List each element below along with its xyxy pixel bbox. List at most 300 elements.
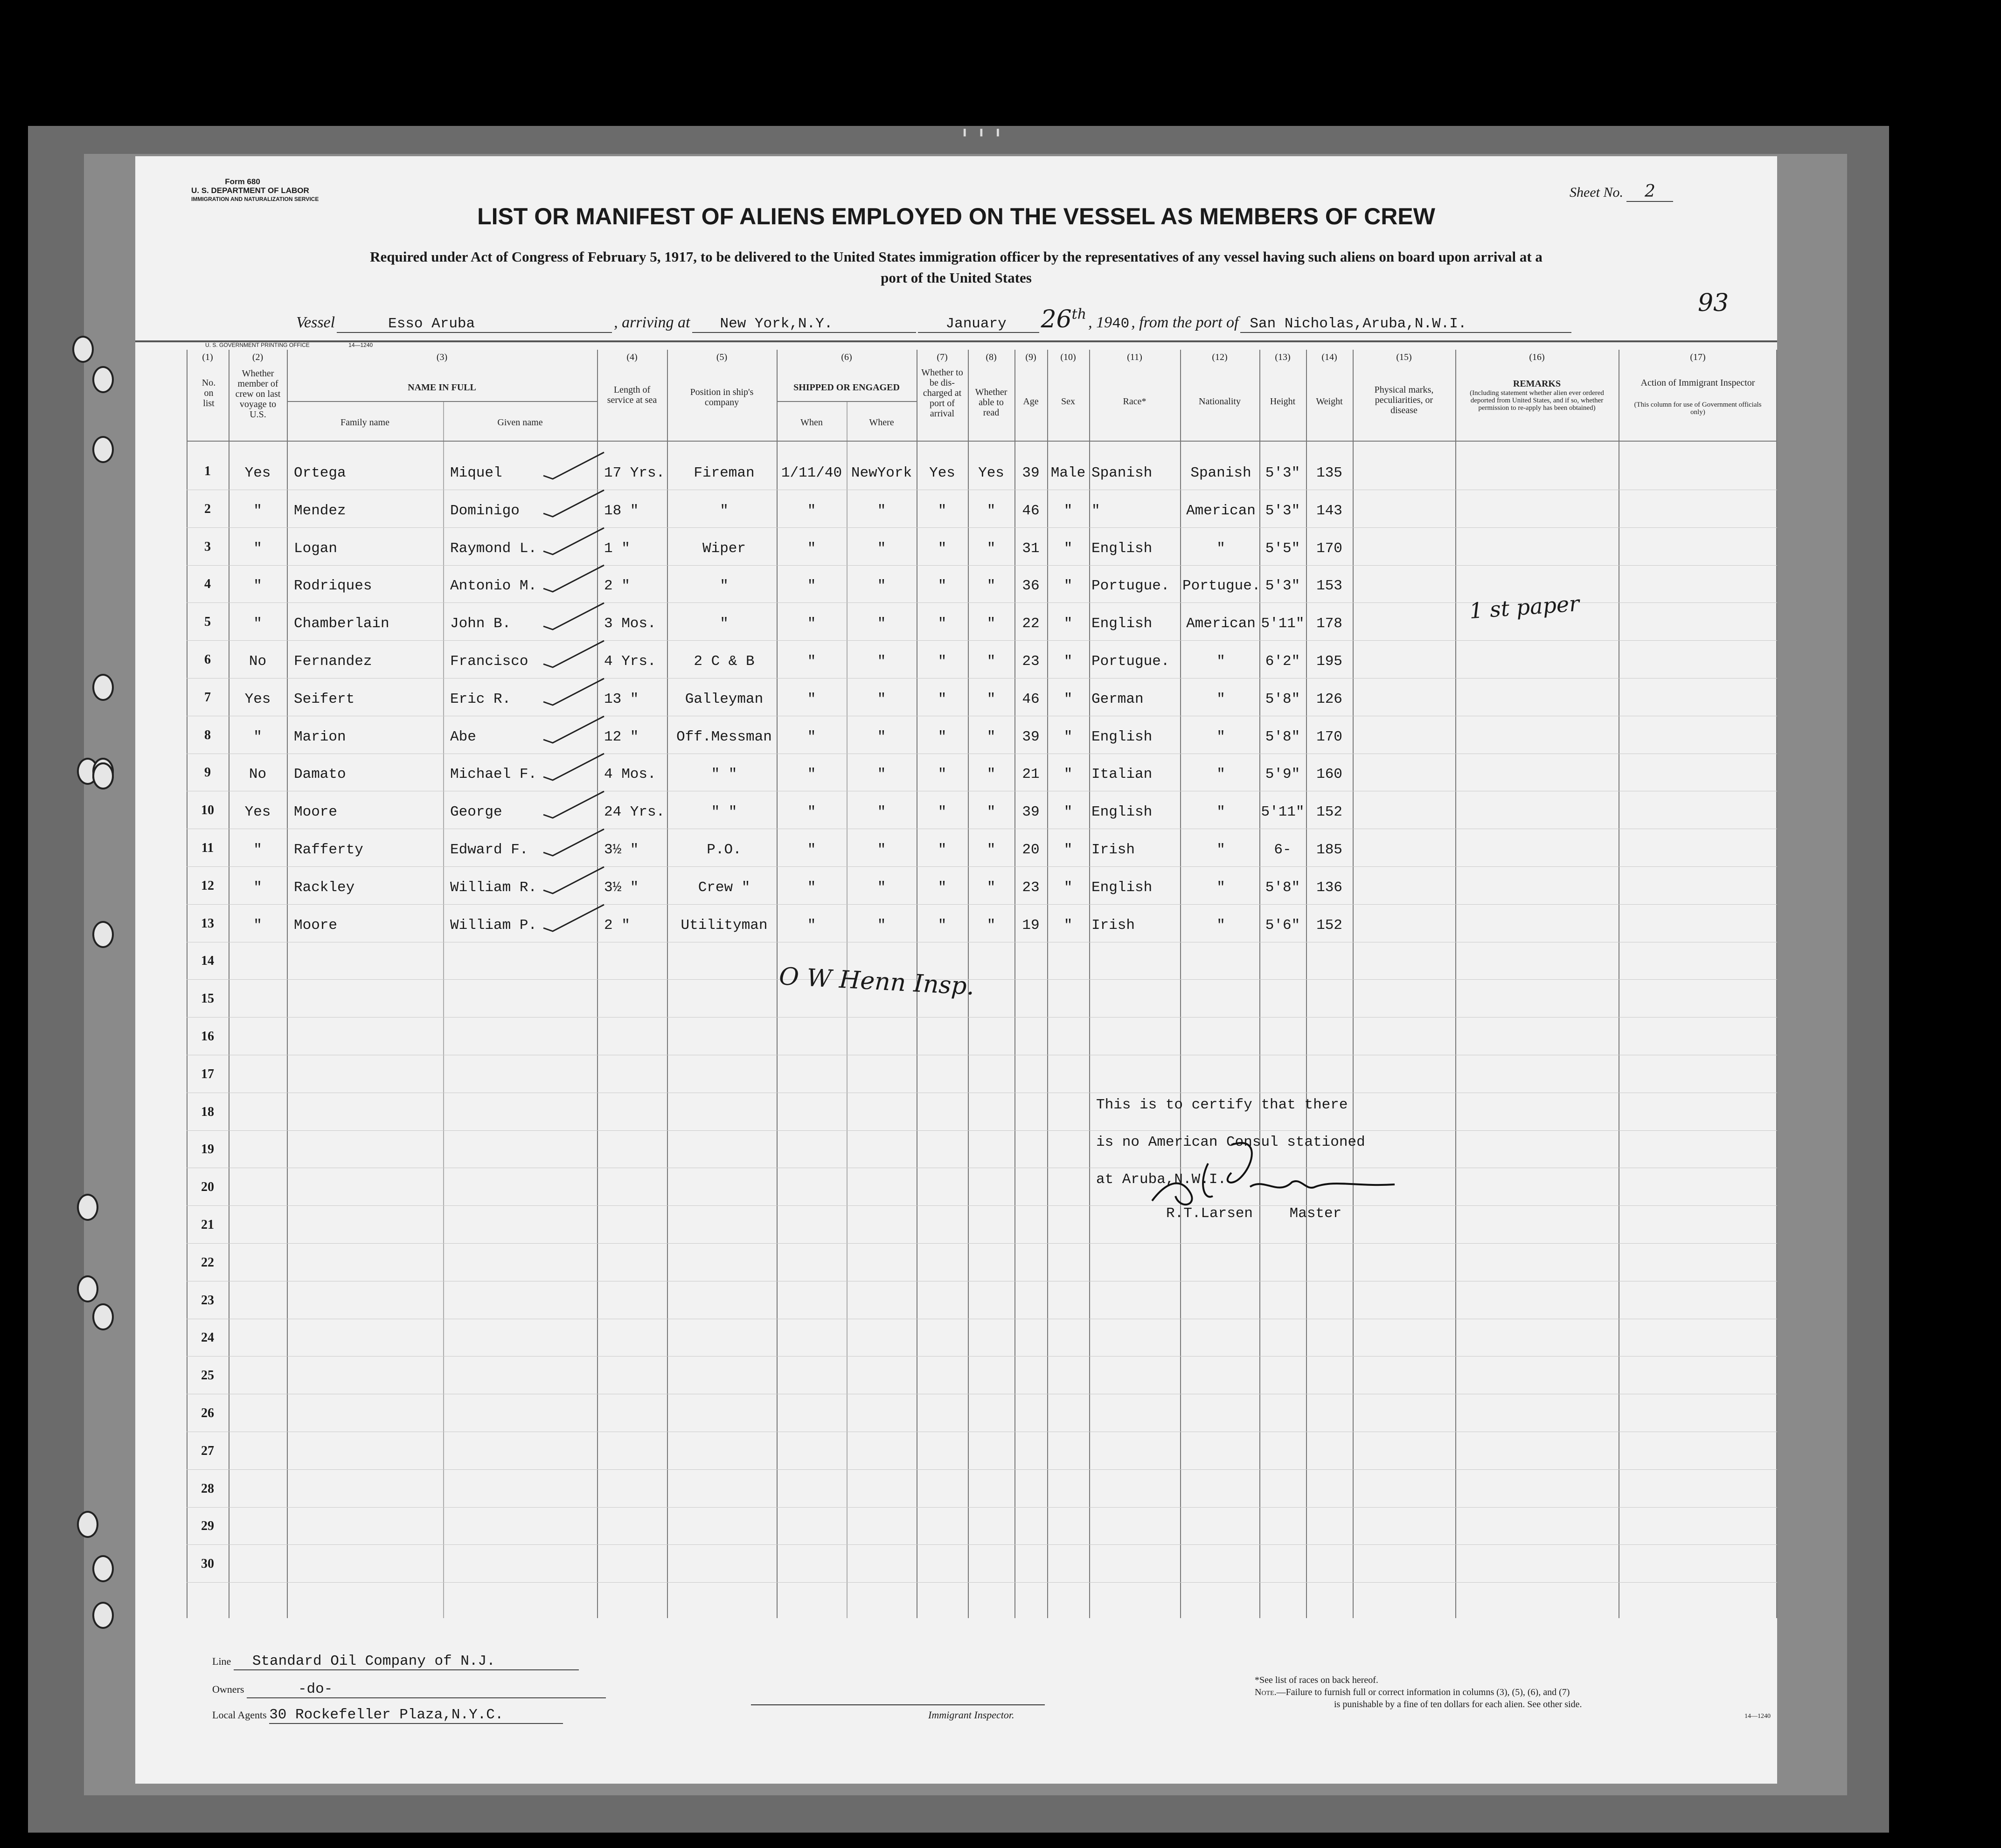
cell-read: " [987,766,996,783]
cell-nat: Spanish [1190,465,1251,481]
cell-given: John B. [450,616,511,632]
row-number: 4 [204,577,211,592]
check-mark-icon [541,789,606,822]
cell-nat: " [1216,804,1225,821]
col-header-where: Where [869,417,894,428]
agents-label: Local Agents [212,1709,267,1721]
remarks-handwritten: 1 st paper [1468,590,1580,624]
cell-when: " [807,766,816,783]
certification-line2: is no American Consul stationed [1096,1134,1365,1150]
col-number: (10) [1060,352,1076,362]
cell-given: William P. [450,917,537,934]
cell-family: Rafferty [294,842,363,858]
row-rule [187,1130,1777,1131]
punch-hole [92,1303,114,1330]
col-number: (7) [937,352,948,362]
cell-sex: " [1063,879,1073,896]
check-mark-icon [541,827,606,859]
cell-when: " [807,842,816,858]
row-rule [187,1356,1777,1357]
cell-where: " [877,616,886,632]
col-header-remarks-note: (Including statement whether alien ever ordered deported from United States, and if so, whether permission to re-apply has been obtained) [1470,389,1604,412]
cell-disch: " [938,502,947,519]
row-rule [187,1243,1777,1244]
cell-disch: " [938,540,947,557]
cell-last: " [253,616,262,632]
cell-last: " [253,917,262,934]
cell-nat: " [1216,653,1225,670]
cell-sex: " [1063,616,1073,632]
cell-weight: 136 [1316,879,1342,896]
col-number: (6) [841,352,852,362]
check-mark-icon [541,526,606,558]
cell-read: " [987,804,996,821]
cell-last: " [253,728,262,745]
cell-given: Miquel [450,465,502,481]
cell-age: 46 [1022,502,1040,519]
cell-position: Off.Messman [676,728,772,745]
row-number: 12 [201,878,214,893]
col-number: (5) [716,352,728,362]
cell-sex: " [1063,691,1073,707]
cell-height: 5'3" [1265,578,1300,595]
col-header-no: No. on list [201,378,216,408]
row-rule [187,527,1777,528]
cell-height: 5'6" [1265,917,1300,934]
cell-where: " [877,917,886,934]
cell-when: " [807,616,816,632]
cell-nat: " [1216,766,1225,783]
cell-service: 17 Yrs. [604,465,665,481]
cell-weight: 135 [1316,465,1342,481]
col-header-height: Height [1270,396,1296,407]
punch-hole [92,1555,114,1582]
cell-disch: " [938,653,947,670]
year-prefix: , 19 [1088,314,1112,331]
col-number: (4) [626,352,638,362]
cell-nat: Portugue. [1182,578,1261,595]
cell-weight: 160 [1316,766,1342,783]
cell-last: " [253,540,262,557]
cell-disch: " [938,842,947,858]
cell-weight: 152 [1316,917,1342,934]
cell-given: Eric R. [450,691,511,707]
check-mark-icon [541,714,606,747]
cell-read: " [987,879,996,896]
cell-height: 5'11" [1261,616,1305,632]
cell-given: William R. [450,879,537,896]
col-number: (3) [436,352,448,362]
cell-read: " [987,578,996,595]
check-mark-icon [541,865,606,897]
cell-age: 39 [1022,465,1040,481]
row-number: 9 [204,765,211,780]
cell-nat: American [1186,616,1256,632]
cell-service: 3½ " [604,842,639,858]
cell-service: 3½ " [604,879,639,896]
col-number: (8) [986,352,997,362]
cell-position: " [720,502,729,519]
cell-height: 5'8" [1265,728,1300,745]
cell-disch: " [938,804,947,821]
cell-where: " [877,842,886,858]
certification-line3: at Aruba,N.W.I. [1096,1171,1227,1188]
cell-sex: " [1063,804,1073,821]
cell-given: George [450,804,502,821]
row-number: 27 [201,1443,214,1458]
cell-where: " [877,653,886,670]
printing-office-name: U. S. GOVERNMENT PRINTING OFFICE [205,342,310,348]
arriving-label: , arriving at [614,314,690,331]
punch-hole [92,674,114,701]
cell-height: 5'5" [1265,540,1300,557]
col-number: (9) [1025,352,1036,362]
table-body [187,350,1777,1618]
cell-when: " [807,728,816,745]
cell-service: 24 Yrs. [604,804,665,821]
service-name: IMMIGRATION AND NATURALIZATION SERVICE [191,196,319,202]
cell-age: 19 [1022,917,1040,934]
punch-hole [72,336,94,363]
cell-family: Rodriques [294,578,372,595]
cell-weight: 170 [1316,728,1342,745]
manifest-sheet [135,156,1777,1784]
cell-height: 5'9" [1265,766,1300,783]
vessel-name: Esso Aruba [337,316,612,333]
check-mark-icon [541,902,606,935]
col-number: (12) [1212,352,1228,362]
cell-nat: " [1216,842,1225,858]
row-rule [187,1544,1777,1545]
row-number: 3 [204,539,211,554]
cell-given: Antonio M. [450,578,537,595]
cell-race: Portugue. [1091,653,1170,670]
cell-height: 5'8" [1265,691,1300,707]
subtitle-line2: port of the United States [881,270,1032,286]
row-number: 14 [201,954,214,969]
sheet-number [1570,182,1673,202]
vessel-line [296,305,1571,333]
cell-when: " [807,691,816,707]
col-number: (16) [1529,352,1545,362]
cell-when: " [807,917,816,934]
note-text1: —Failure to furnish full or correct information in columns (3), (5), (6), and (7) [1276,1687,1570,1697]
row-number: 28 [201,1481,214,1496]
owners-value: -do- [247,1681,606,1698]
row-number: 18 [201,1104,214,1119]
cell-service: 2 " [604,578,630,595]
row-number: 23 [201,1293,214,1308]
cell-weight: 195 [1316,653,1342,670]
cell-family: Seifert [294,691,355,707]
row-number: 17 [201,1066,214,1081]
cell-when: " [807,502,816,519]
cell-disch: Yes [929,465,955,481]
cell-position: Galleyman [685,691,764,707]
cell-given: Francisco [450,653,528,670]
col-number: (2) [252,352,264,362]
cell-race: Italian [1091,766,1153,783]
col-header-nationality: Nationality [1199,396,1241,407]
check-mark-icon [541,563,606,595]
cell-age: 46 [1022,691,1040,707]
col-header-remarks: REMARKS [1513,379,1561,389]
punch-hole [77,1511,98,1538]
row-number: 5 [204,615,211,630]
cell-last: Yes [244,465,271,481]
top-mark: ' ' ' [961,124,1002,156]
cell-read: " [987,842,996,858]
cell-given: Edward F. [450,842,528,858]
note-text2: is punishable by a fine of ten dollars for each alien. See other side. [1334,1699,1582,1710]
cell-family: Ortega [294,465,346,481]
row-rule [187,1469,1777,1470]
cell-where: NewYork [851,465,912,481]
cell-last: " [253,879,262,896]
corner-number: 93 [1698,289,1729,317]
line-value: Standard Oil Company of N.J. [234,1653,579,1670]
note-label: Note. [1255,1687,1277,1697]
cell-height: 5'3" [1265,502,1300,519]
row-rule [187,1205,1777,1206]
col-header-age: Age [1023,396,1039,407]
cell-weight: 185 [1316,842,1342,858]
footer-line [212,1653,579,1670]
punch-hole [92,1602,114,1629]
cell-nat: " [1216,728,1225,745]
cell-nat: American [1186,502,1256,519]
cell-read: " [987,502,996,519]
cell-when: " [807,540,816,557]
cell-weight: 170 [1316,540,1342,557]
cell-nat: " [1216,917,1225,934]
cell-last: " [253,578,262,595]
check-mark-icon [541,601,606,633]
cell-race: English [1091,616,1153,632]
cell-age: 36 [1022,578,1040,595]
cell-age: 31 [1022,540,1040,557]
cell-weight: 153 [1316,578,1342,595]
cell-race: English [1091,804,1153,821]
cell-nat: " [1216,879,1225,896]
from-port: San Nicholas,Aruba,N.W.I. [1240,316,1571,333]
cell-given: Raymond L. [450,540,537,557]
cell-age: 39 [1022,728,1040,745]
col-header-position: Position in ship's company [690,387,754,408]
cell-race: English [1091,540,1153,557]
cell-age: 21 [1022,766,1040,783]
cell-where: " [877,804,886,821]
cell-race: German [1091,691,1144,707]
cell-disch: " [938,917,947,934]
cell-weight: 152 [1316,804,1342,821]
punch-hole [92,762,114,789]
row-number: 15 [201,991,214,1006]
row-rule [187,1507,1777,1508]
line-label: Line [212,1655,231,1667]
subtitle-line1: Required under Act of Congress of February 5, 1917, to be delivered to the United States immigration officer by the representatives of any vessel having such aliens on board upon arrival at a [370,249,1542,265]
punch-hole [77,1194,98,1221]
cell-sex: " [1063,502,1073,519]
row-number: 21 [201,1218,214,1232]
cell-disch: " [938,766,947,783]
cell-disch: " [938,728,947,745]
cell-service: 3 Mos. [604,616,656,632]
vessel-label: Vessel [296,314,335,331]
cell-read: " [987,616,996,632]
cell-disch: " [938,691,947,707]
cell-read: " [987,691,996,707]
cell-race: English [1091,728,1153,745]
signer-name: R.T.Larsen [1166,1205,1253,1222]
row-rule [187,640,1777,641]
col-header-race: Race* [1123,396,1146,407]
col-number: (15) [1396,352,1412,362]
cell-family: Rackley [294,879,355,896]
col-number: (13) [1275,352,1291,362]
col-header-physical: Physical marks, peculiarities, or disease [1374,385,1434,415]
col-header-given: Given name [497,417,543,428]
inspector-label: Immigrant Inspector. [928,1709,1014,1721]
col-header-action: Action of Immigrant Inspector [1640,378,1755,388]
cell-family: Moore [294,917,338,934]
cell-sex: " [1063,917,1073,934]
cell-last: No [249,653,267,670]
cell-given: Abe [450,728,476,745]
cell-position: " [720,616,729,632]
printing-office-code: 14—1240 [348,342,373,348]
from-label: , from the port of [1131,314,1239,331]
cell-read: " [987,728,996,745]
col-header-name: NAME IN FULL [408,382,476,393]
check-mark-icon [541,676,606,709]
cell-last: Yes [244,691,271,707]
col-header-discharged: Whether to be dis- charged at port of arrival [921,367,963,419]
certification-line1: This is to certify that there [1096,1097,1348,1113]
row-number: 16 [201,1029,214,1044]
col-header-weight: Weight [1316,396,1343,407]
row-rule [187,1582,1777,1583]
row-number: 24 [201,1330,214,1345]
inspector-signature: O W Henn Insp. [778,962,975,1001]
row-rule [187,866,1777,867]
cell-age: 22 [1022,616,1040,632]
cell-height: 6- [1274,842,1292,858]
cell-read: " [987,917,996,934]
row-number: 13 [201,916,214,931]
cell-where: " [877,728,886,745]
check-mark-icon [541,638,606,671]
cell-sex: " [1063,766,1073,783]
cell-family: Fernandez [294,653,372,670]
row-number: 20 [201,1180,214,1195]
cell-height: 5'3" [1265,465,1300,481]
cell-height: 5'8" [1265,879,1300,896]
cell-where: " [877,879,886,896]
inspector-line [751,1704,1045,1705]
cell-sex: " [1063,578,1073,595]
cell-sex: " [1063,653,1073,670]
agents-value: 30 Rockefeller Plaza,N.Y.C. [269,1707,563,1724]
cell-family: Damato [294,766,346,783]
col-header-family: Family name [340,417,389,428]
row-rule [187,979,1777,980]
row-number: 1 [204,464,211,478]
col-number: (11) [1127,352,1142,362]
cell-when: " [807,804,816,821]
cell-read: Yes [978,465,1004,481]
row-number: 29 [201,1519,214,1534]
cell-height: 6'2" [1265,653,1300,670]
row-number: 25 [201,1368,214,1383]
printing-office-line [135,340,1777,342]
arrival-month: January [918,316,1039,333]
note-fine [1255,1686,1771,1698]
row-number: 8 [204,727,211,742]
row-number: 6 [204,652,211,667]
col-header-read: Whether able to read [975,387,1007,418]
cell-sex: " [1063,540,1073,557]
footer-owners [212,1681,606,1698]
col-header-sex: Sex [1061,396,1075,407]
cell-family: Logan [294,540,338,557]
cell-when: " [807,653,816,670]
cell-where: " [877,691,886,707]
cell-nat: " [1216,540,1225,557]
cell-last: " [253,502,262,519]
crew-table [187,350,1777,1618]
cell-position: Crew " [698,879,750,896]
arrival-port: New York,N.Y. [692,316,916,333]
cell-family: Mendez [294,502,346,519]
cell-nat: " [1216,691,1225,707]
cell-position: " [720,578,729,595]
arrival-day [1041,305,1087,333]
cell-position: Fireman [694,465,755,481]
row-rule [187,565,1777,566]
check-mark-icon [541,450,606,483]
cell-position: 2 C & B [694,653,755,670]
cell-service: 2 " [604,917,630,934]
cell-race: " [1091,502,1100,519]
cell-where: " [877,502,886,519]
punch-hole [92,366,114,393]
cell-position: " " [711,804,737,821]
row-number: 11 [201,841,214,855]
note-races: *See list of races on back hereof. [1255,1675,1378,1685]
sheet-label: Sheet No. [1570,185,1623,200]
cell-given: Dominigo [450,502,520,519]
cell-race: English [1091,879,1153,896]
cell-disch: " [938,616,947,632]
signer-title: Master [1289,1205,1342,1222]
col-header-when: When [800,417,823,428]
cell-where: " [877,578,886,595]
cell-sex: " [1063,728,1073,745]
cell-age: 20 [1022,842,1040,858]
cell-race: Spanish [1091,465,1153,481]
sheet-value: 2 [1626,182,1673,202]
cell-service: 4 Yrs. [604,653,656,670]
cell-service: 12 " [604,728,639,745]
row-number: 19 [201,1142,214,1157]
cell-weight: 143 [1316,502,1342,519]
row-number: 26 [201,1406,214,1420]
row-number: 30 [201,1557,214,1571]
col-number: (1) [202,352,213,362]
cell-where: " [877,540,886,557]
check-mark-icon [541,488,606,520]
